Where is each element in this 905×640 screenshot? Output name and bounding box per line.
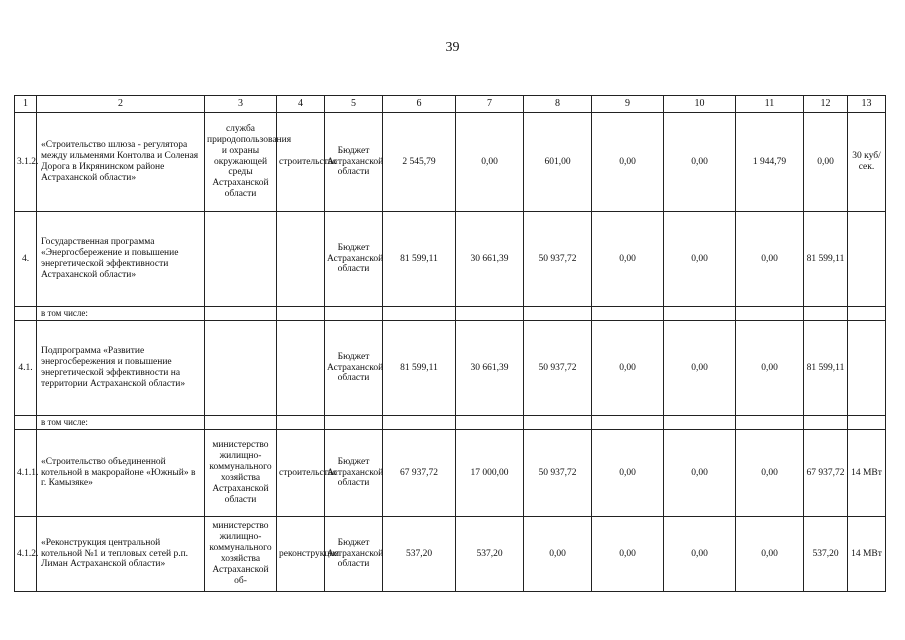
row-capacity: 14 МВт (848, 517, 886, 592)
row-code: 3.1.2. (15, 113, 37, 212)
row-value: 0,00 (664, 430, 736, 517)
row-value: 50 937,72 (524, 321, 592, 416)
row-executor (205, 212, 277, 307)
row-code: 4.1. (15, 321, 37, 416)
budget-table (14, 95, 886, 592)
row-executor: министерство жилищно-коммунального хозяйства Астраханской области (205, 430, 277, 517)
header-cell: 4 (277, 96, 325, 113)
page-number: 39 (445, 40, 460, 55)
header-cell: 5 (325, 96, 383, 113)
row-value: 0,00 (664, 517, 736, 592)
row-value: 50 937,72 (524, 212, 592, 307)
row-executor: служба природопользования и охраны окружающей среды Астраханской области (205, 113, 277, 212)
row-work-type: строительство (277, 113, 325, 212)
subtotal-row (15, 416, 886, 430)
subtotal-row (15, 307, 886, 321)
row-work-type (277, 321, 325, 416)
row-value: 30 661,39 (456, 321, 524, 416)
row-value: 2 545,79 (383, 113, 456, 212)
row-executor-text: министерство жилищно-коммунального хозяйства Астраханской об- (209, 521, 272, 586)
table-row (15, 212, 886, 307)
row-value: 81 599,11 (804, 212, 848, 307)
row-value: 0,00 (804, 113, 848, 212)
row-title: «Строительство шлюза - регулятора между ильменями Контолва и Соленая Дорога в Икрянинском районе Астраханской области» (37, 113, 205, 212)
row-value: 537,20 (804, 517, 848, 592)
row-value: 1 944,79 (736, 113, 804, 212)
table-header-row (15, 96, 886, 113)
table-row (15, 113, 886, 212)
row-value: 0,00 (524, 517, 592, 592)
row-value: 0,00 (736, 321, 804, 416)
subtotal-label: в том числе: (37, 307, 205, 321)
row-capacity: 30 куб/сек. (848, 113, 886, 212)
row-value: 0,00 (592, 113, 664, 212)
row-code: 4. (15, 212, 37, 307)
row-executor (205, 517, 277, 592)
row-source: Бюджет Астраханской области (325, 113, 383, 212)
row-value: 0,00 (736, 212, 804, 307)
header-cell: 13 (848, 96, 886, 113)
row-value: 0,00 (736, 517, 804, 592)
row-value: 0,00 (664, 321, 736, 416)
table-row (15, 321, 886, 416)
row-source: Бюджет Астраханской области (325, 321, 383, 416)
row-capacity (848, 212, 886, 307)
row-title: Государственная программа «Энергосбережение и повышение энергетической эффективности Астраханской области» (37, 212, 205, 307)
row-source: Бюджет Астраханской области (325, 517, 383, 592)
row-title: «Реконструкция центральной котельной №1 и тепловых сетей р.п. Лиман Астраханской области» (37, 517, 205, 592)
row-value: 0,00 (736, 430, 804, 517)
header-cell: 3 (205, 96, 277, 113)
header-cell: 12 (804, 96, 848, 113)
row-value: 0,00 (592, 430, 664, 517)
row-title: Подпрограмма «Развитие энергосбережения и повышение энергетической эффективности на территории Астраханской области» (37, 321, 205, 416)
row-code: 4.1.2. (15, 517, 37, 592)
row-value: 0,00 (592, 212, 664, 307)
row-source: Бюджет Астраханской области (325, 212, 383, 307)
row-work-type (277, 212, 325, 307)
row-executor (205, 321, 277, 416)
row-value: 67 937,72 (383, 430, 456, 517)
row-work-type: строительство (277, 430, 325, 517)
row-value: 601,00 (524, 113, 592, 212)
row-value: 50 937,72 (524, 430, 592, 517)
row-value: 17 000,00 (456, 430, 524, 517)
row-code: 4.1.1. (15, 430, 37, 517)
row-value: 30 661,39 (456, 212, 524, 307)
header-cell: 10 (664, 96, 736, 113)
row-value: 81 599,11 (383, 321, 456, 416)
row-capacity (848, 321, 886, 416)
row-value: 67 937,72 (804, 430, 848, 517)
header-cell: 2 (37, 96, 205, 113)
table-row (15, 517, 886, 592)
row-source: Бюджет Астраханской области (325, 430, 383, 517)
row-value: 537,20 (456, 517, 524, 592)
row-work-type: реконструкция (277, 517, 325, 592)
row-value: 0,00 (592, 321, 664, 416)
header-cell: 8 (524, 96, 592, 113)
header-cell: 9 (592, 96, 664, 113)
row-value: 81 599,11 (383, 212, 456, 307)
header-cell: 6 (383, 96, 456, 113)
row-value: 0,00 (664, 212, 736, 307)
row-value: 0,00 (592, 517, 664, 592)
row-value: 0,00 (664, 113, 736, 212)
header-cell: 11 (736, 96, 804, 113)
header-cell: 1 (15, 96, 37, 113)
subtotal-label: в том числе: (37, 416, 205, 430)
row-value: 0,00 (456, 113, 524, 212)
row-value: 81 599,11 (804, 321, 848, 416)
row-title: «Строительство объединенной котельной в макрорайоне «Южный» в г. Камызяке» (37, 430, 205, 517)
row-value: 537,20 (383, 517, 456, 592)
row-capacity: 14 МВт (848, 430, 886, 517)
header-cell: 7 (456, 96, 524, 113)
table-row (15, 430, 886, 517)
